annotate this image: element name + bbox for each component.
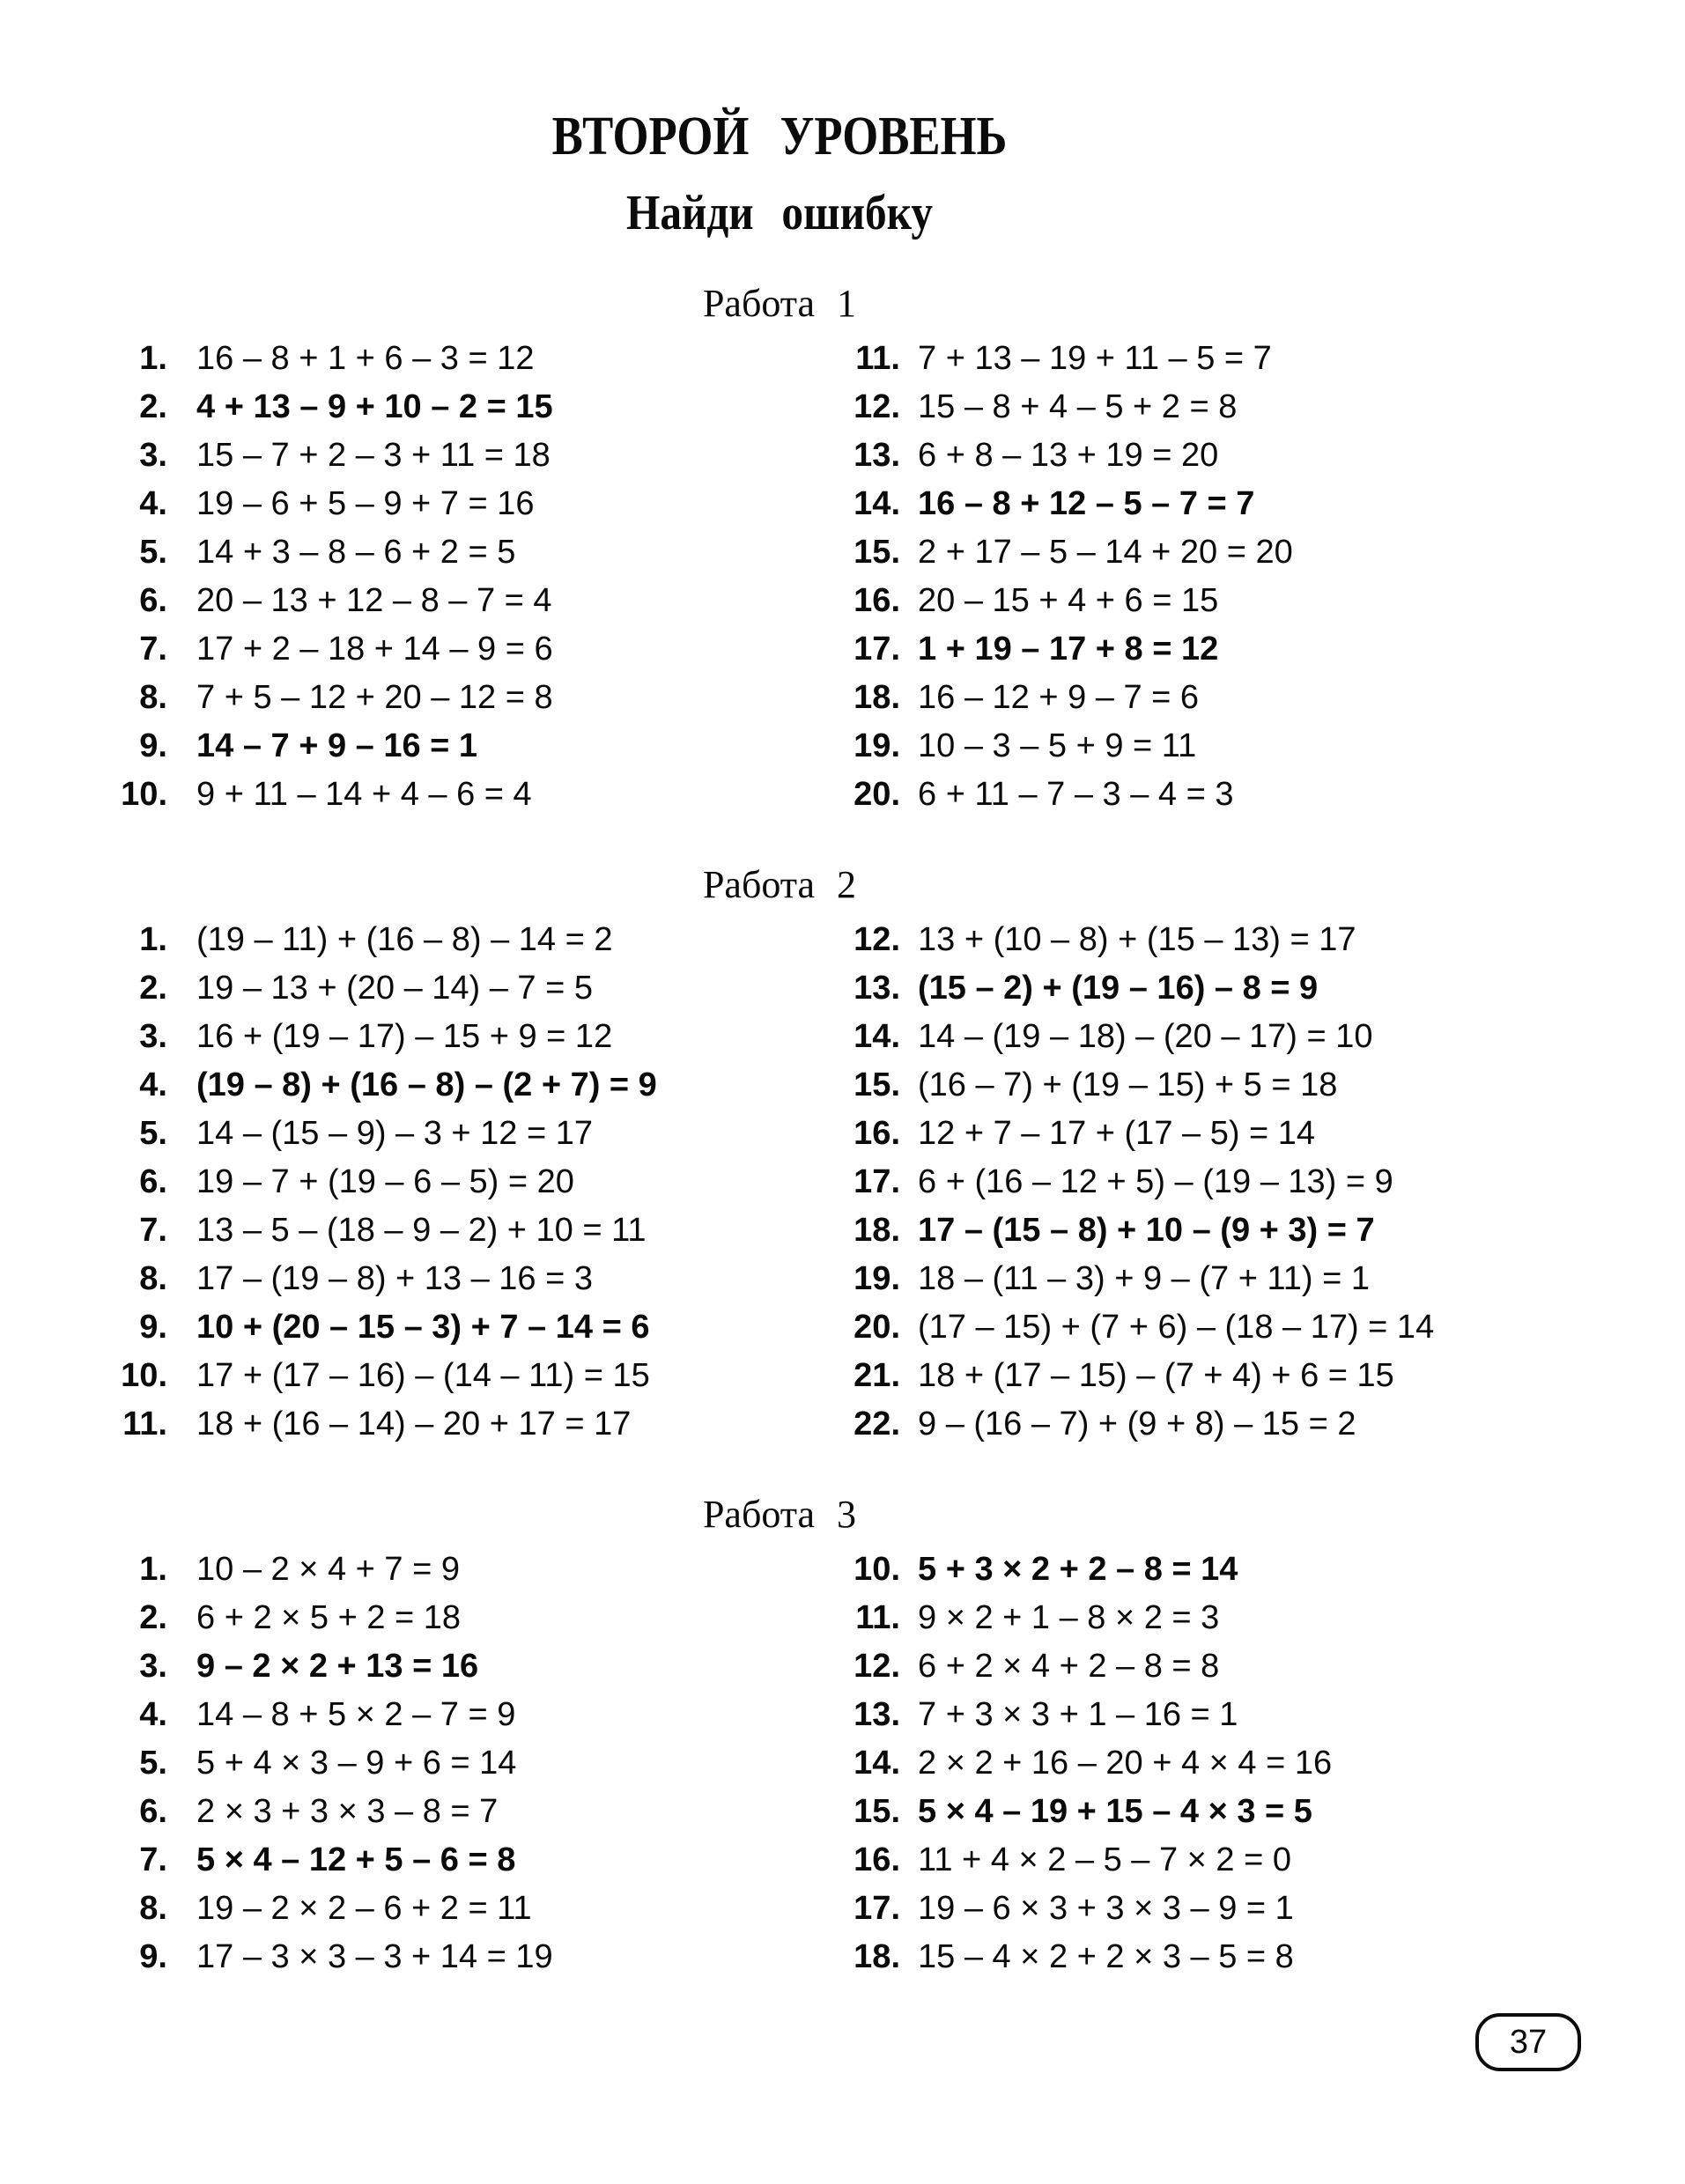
problem-row xyxy=(793,383,1550,432)
problem-number: 8. xyxy=(139,1260,167,1297)
problem-equation: 7 + 13 – 19 + 11 – 5 = 7 xyxy=(918,340,1272,377)
problem-number: 7. xyxy=(139,631,167,668)
problem-number: 11. xyxy=(122,1406,167,1442)
problem-equation: 15 – 8 + 4 – 5 + 2 = 8 xyxy=(918,388,1238,425)
column-left xyxy=(53,335,793,819)
problem-equation: 2 × 2 + 16 – 20 + 4 × 4 = 16 xyxy=(918,1745,1333,1782)
problem-number: 11. xyxy=(855,1599,900,1636)
problem-number: 17. xyxy=(854,1163,900,1200)
problem-row xyxy=(53,1303,793,1352)
problem-number: 16. xyxy=(854,1841,900,1878)
problem-row xyxy=(793,577,1550,625)
problem-equation: 17 – (15 – 8) + 10 – (9 + 3) = 7 xyxy=(918,1212,1375,1249)
problem-number: 15. xyxy=(854,1066,900,1103)
problem-equation: 15 – 4 × 2 + 2 × 3 – 5 = 8 xyxy=(918,1938,1294,1975)
problem-row xyxy=(793,916,1550,964)
problem-equation: 5 + 4 × 3 – 9 + 6 = 14 xyxy=(196,1745,517,1782)
problem-number: 17. xyxy=(854,631,900,668)
column-left xyxy=(53,916,793,1449)
problem-equation: 7 + 3 × 3 + 1 – 16 = 1 xyxy=(918,1696,1238,1733)
problem-row xyxy=(793,1594,1550,1642)
problem-equation: 9 × 2 + 1 – 8 × 2 = 3 xyxy=(918,1599,1220,1636)
problem-number: 6. xyxy=(139,1793,167,1830)
problem-row xyxy=(53,1739,793,1788)
problem-equation: 10 – 3 – 5 + 9 = 11 xyxy=(918,727,1197,764)
column-left xyxy=(53,1546,793,1981)
problem-row xyxy=(793,1352,1550,1400)
problem-equation: 19 – 2 × 2 – 6 + 2 = 11 xyxy=(196,1890,532,1927)
problem-row xyxy=(53,1400,793,1449)
problem-equation: 13 + (10 – 8) + (15 – 13) = 17 xyxy=(918,921,1356,958)
problem-number: 1. xyxy=(139,1551,167,1588)
problem-number: 16. xyxy=(854,1115,900,1152)
problem-number: 20. xyxy=(854,776,900,813)
problem-row xyxy=(793,1691,1550,1739)
problem-equation: 19 – 6 × 3 + 3 × 3 – 9 = 1 xyxy=(918,1890,1294,1927)
problem-number: 3. xyxy=(139,1648,167,1685)
problem-row xyxy=(53,1836,793,1885)
problem-row xyxy=(53,1594,793,1642)
problem-number: 18. xyxy=(854,1212,900,1249)
problem-equation: 6 + 2 × 5 + 2 = 18 xyxy=(196,1599,462,1636)
problem-number: 7. xyxy=(139,1841,167,1878)
problem-row xyxy=(793,335,1550,383)
problem-number: 10. xyxy=(121,776,167,813)
problem-number: 2. xyxy=(139,388,167,425)
problem-equation: 17 + 2 – 18 + 14 – 9 = 6 xyxy=(196,631,553,668)
problem-equation: 16 – 8 + 12 – 5 – 7 = 7 xyxy=(918,485,1255,522)
problem-row xyxy=(53,528,793,577)
problem-equation: 6 + 11 – 7 – 3 – 4 = 3 xyxy=(918,776,1234,813)
section-columns xyxy=(0,335,1559,819)
problem-number: 14. xyxy=(854,1018,900,1055)
problem-row xyxy=(793,1400,1550,1449)
problem-row xyxy=(53,1013,793,1061)
problem-number: 14. xyxy=(854,1745,900,1782)
problem-equation: 17 – (19 – 8) + 13 – 16 = 3 xyxy=(196,1260,594,1297)
column-right xyxy=(793,335,1550,819)
problem-row xyxy=(793,1206,1550,1255)
problem-number: 19. xyxy=(854,727,900,764)
problem-row xyxy=(793,1885,1550,1933)
problem-row xyxy=(793,1642,1550,1691)
problem-equation: 12 + 7 – 17 + (17 – 5) = 14 xyxy=(918,1115,1316,1152)
problem-row xyxy=(793,625,1550,674)
problem-equation: 9 – 2 × 2 + 13 = 16 xyxy=(196,1648,479,1685)
problem-row xyxy=(53,1788,793,1836)
problem-row xyxy=(793,1739,1550,1788)
problem-equation: 9 + 11 – 14 + 4 – 6 = 4 xyxy=(196,776,532,813)
problem-row xyxy=(793,528,1550,577)
problem-number: 12. xyxy=(854,1648,900,1685)
problem-row xyxy=(53,916,793,964)
problem-equation: 10 + (20 – 15 – 3) + 7 – 14 = 6 xyxy=(196,1309,650,1346)
problem-number: 9. xyxy=(139,727,167,764)
problem-number: 2. xyxy=(139,1599,167,1636)
problem-row xyxy=(53,577,793,625)
section-heading: Работа 3 xyxy=(702,1493,857,1536)
problem-row xyxy=(53,1206,793,1255)
problem-number: 6. xyxy=(139,1163,167,1200)
section-heading: Работа 2 xyxy=(702,863,857,906)
problem-number: 4. xyxy=(139,485,167,522)
problem-equation: 7 + 5 – 12 + 20 – 12 = 8 xyxy=(196,679,553,716)
problem-equation: 2 × 3 + 3 × 3 – 8 = 7 xyxy=(196,1793,499,1830)
problem-equation: 17 + (17 – 16) – (14 – 11) = 15 xyxy=(196,1357,650,1394)
problem-row xyxy=(793,1933,1550,1981)
problem-equation: 6 + (16 – 12 + 5) – (19 – 13) = 9 xyxy=(918,1163,1393,1200)
problem-number: 3. xyxy=(139,1018,167,1055)
problem-number: 9. xyxy=(139,1309,167,1346)
problem-number: 8. xyxy=(139,679,167,716)
problem-row xyxy=(793,1303,1550,1352)
problem-number: 5. xyxy=(139,534,167,571)
problem-row xyxy=(53,1546,793,1594)
problem-row xyxy=(53,625,793,674)
problem-equation: 16 + (19 – 17) – 15 + 9 = 12 xyxy=(196,1018,613,1055)
problem-equation: 19 – 13 + (20 – 14) – 7 = 5 xyxy=(196,970,594,1007)
problem-number: 12. xyxy=(854,921,900,958)
problem-row xyxy=(53,1885,793,1933)
problem-row xyxy=(793,1061,1550,1110)
problem-equation: 5 × 4 – 19 + 15 – 4 × 3 = 5 xyxy=(918,1793,1312,1830)
problem-equation: 13 – 5 – (18 – 9 – 2) + 10 = 11 xyxy=(196,1212,647,1249)
problem-equation: 19 – 6 + 5 – 9 + 7 = 16 xyxy=(196,485,535,522)
problem-equation: (19 – 8) + (16 – 8) – (2 + 7) = 9 xyxy=(196,1066,657,1103)
problem-equation: 15 – 7 + 2 – 3 + 11 = 18 xyxy=(196,437,551,474)
problem-equation: 14 – 8 + 5 × 2 – 7 = 9 xyxy=(196,1696,516,1733)
problem-row xyxy=(53,771,793,819)
problem-row xyxy=(53,432,793,480)
problem-row xyxy=(793,771,1550,819)
problem-number: 18. xyxy=(854,679,900,716)
problem-equation: 16 – 12 + 9 – 7 = 6 xyxy=(918,679,1200,716)
work-section-2 xyxy=(0,865,1559,1449)
problem-equation: 20 – 13 + 12 – 8 – 7 = 4 xyxy=(196,582,552,619)
problem-number: 4. xyxy=(139,1066,167,1103)
problem-row xyxy=(53,1255,793,1303)
problem-equation: (16 – 7) + (19 – 15) + 5 = 18 xyxy=(918,1066,1338,1103)
problem-row xyxy=(53,1158,793,1206)
problem-number: 9. xyxy=(139,1938,167,1975)
problem-equation: 1 + 19 – 17 + 8 = 12 xyxy=(918,631,1219,668)
page-subtitle: Найди ошибку xyxy=(626,186,933,240)
problem-row xyxy=(793,1788,1550,1836)
problem-number: 1. xyxy=(139,340,167,377)
problem-equation: 18 + (16 – 14) – 20 + 17 = 17 xyxy=(196,1406,632,1442)
problem-row xyxy=(793,1013,1550,1061)
problem-number: 6. xyxy=(139,582,167,619)
problem-equation: (15 – 2) + (19 – 16) – 8 = 9 xyxy=(918,970,1319,1007)
problem-row xyxy=(793,674,1550,722)
problem-row xyxy=(53,1061,793,1110)
problem-number: 4. xyxy=(139,1696,167,1733)
column-right xyxy=(793,1546,1550,1981)
section-columns xyxy=(0,916,1559,1449)
problem-row xyxy=(793,722,1550,771)
problem-number: 22. xyxy=(854,1406,900,1442)
page-title: ВТОРОЙ УРОВЕНЬ xyxy=(551,107,1008,166)
problem-equation: 9 – (16 – 7) + (9 + 8) – 15 = 2 xyxy=(918,1406,1356,1442)
work-section-3 xyxy=(0,1494,1559,1981)
problem-row xyxy=(793,1836,1550,1885)
problem-row xyxy=(53,383,793,432)
problem-row xyxy=(53,1933,793,1981)
problem-equation: 10 – 2 × 4 + 7 = 9 xyxy=(196,1551,460,1588)
work-section-1 xyxy=(0,284,1559,819)
problem-row xyxy=(793,1158,1550,1206)
problem-row xyxy=(793,1546,1550,1594)
problem-number: 16. xyxy=(854,582,900,619)
problem-row xyxy=(53,480,793,528)
problem-equation: 14 – (19 – 18) – (20 – 17) = 10 xyxy=(918,1018,1373,1055)
page-number: 37 xyxy=(1509,2023,1548,2061)
problem-number: 19. xyxy=(854,1260,900,1297)
problem-number: 5. xyxy=(139,1745,167,1782)
problem-number: 2. xyxy=(139,970,167,1007)
problem-number: 8. xyxy=(139,1890,167,1927)
problem-number: 13. xyxy=(854,970,900,1007)
problem-row xyxy=(793,432,1550,480)
problem-number: 12. xyxy=(854,388,900,425)
section-heading: Работа 1 xyxy=(702,282,857,325)
problem-equation: 18 + (17 – 15) – (7 + 4) + 6 = 15 xyxy=(918,1357,1394,1394)
problem-row xyxy=(793,1110,1550,1158)
problem-row xyxy=(53,1110,793,1158)
problem-number: 20. xyxy=(854,1309,900,1346)
problem-row xyxy=(53,1642,793,1691)
problem-number: 3. xyxy=(139,437,167,474)
problem-equation: 2 + 17 – 5 – 14 + 20 = 20 xyxy=(918,534,1293,571)
problem-number: 13. xyxy=(854,437,900,474)
problem-equation: 6 + 8 – 13 + 19 = 20 xyxy=(918,437,1219,474)
problem-number: 5. xyxy=(139,1115,167,1152)
page-number-badge xyxy=(1475,2013,1581,2071)
problem-equation: 14 + 3 – 8 – 6 + 2 = 5 xyxy=(196,534,516,571)
problem-equation: 14 – 7 + 9 – 16 = 1 xyxy=(196,727,478,764)
problem-equation: 18 – (11 – 3) + 9 – (7 + 11) = 1 xyxy=(918,1260,1370,1297)
problem-number: 15. xyxy=(854,534,900,571)
section-columns xyxy=(0,1546,1559,1981)
problem-equation: (17 – 15) + (7 + 6) – (18 – 17) = 14 xyxy=(918,1309,1435,1346)
problem-equation: 5 × 4 – 12 + 5 – 6 = 8 xyxy=(196,1841,516,1878)
problem-number: 18. xyxy=(854,1938,900,1975)
problem-number: 17. xyxy=(854,1890,900,1927)
problem-row xyxy=(53,964,793,1013)
problem-row xyxy=(53,674,793,722)
sections xyxy=(0,284,1559,1981)
problem-row xyxy=(53,1691,793,1739)
problem-number: 14. xyxy=(854,485,900,522)
problem-number: 10. xyxy=(854,1551,900,1588)
problem-row xyxy=(793,480,1550,528)
problem-number: 13. xyxy=(854,1696,900,1733)
problem-row xyxy=(53,1352,793,1400)
problem-number: 10. xyxy=(121,1357,167,1394)
problem-equation: 20 – 15 + 4 + 6 = 15 xyxy=(918,582,1219,619)
problem-equation: 16 – 8 + 1 + 6 – 3 = 12 xyxy=(196,340,535,377)
problem-equation: 19 – 7 + (19 – 6 – 5) = 20 xyxy=(196,1163,574,1200)
problem-equation: 17 – 3 × 3 – 3 + 14 = 19 xyxy=(196,1938,553,1975)
problem-equation: 4 + 13 – 9 + 10 – 2 = 15 xyxy=(196,388,553,425)
problem-number: 11. xyxy=(855,340,900,377)
problem-number: 7. xyxy=(139,1212,167,1249)
problem-number: 1. xyxy=(139,921,167,958)
problem-equation: 5 + 3 × 2 + 2 – 8 = 14 xyxy=(918,1551,1238,1588)
problem-equation: 14 – (15 – 9) – 3 + 12 = 17 xyxy=(196,1115,594,1152)
problem-number: 21. xyxy=(854,1357,900,1394)
column-right xyxy=(793,916,1550,1449)
problem-number: 15. xyxy=(854,1793,900,1830)
problem-row xyxy=(793,964,1550,1013)
problem-equation: (19 – 11) + (16 – 8) – 14 = 2 xyxy=(196,921,613,958)
problem-row xyxy=(53,722,793,771)
problem-row xyxy=(53,335,793,383)
problem-equation: 6 + 2 × 4 + 2 – 8 = 8 xyxy=(918,1648,1220,1685)
problem-row xyxy=(793,1255,1550,1303)
problem-equation: 11 + 4 × 2 – 5 – 7 × 2 = 0 xyxy=(918,1841,1291,1878)
